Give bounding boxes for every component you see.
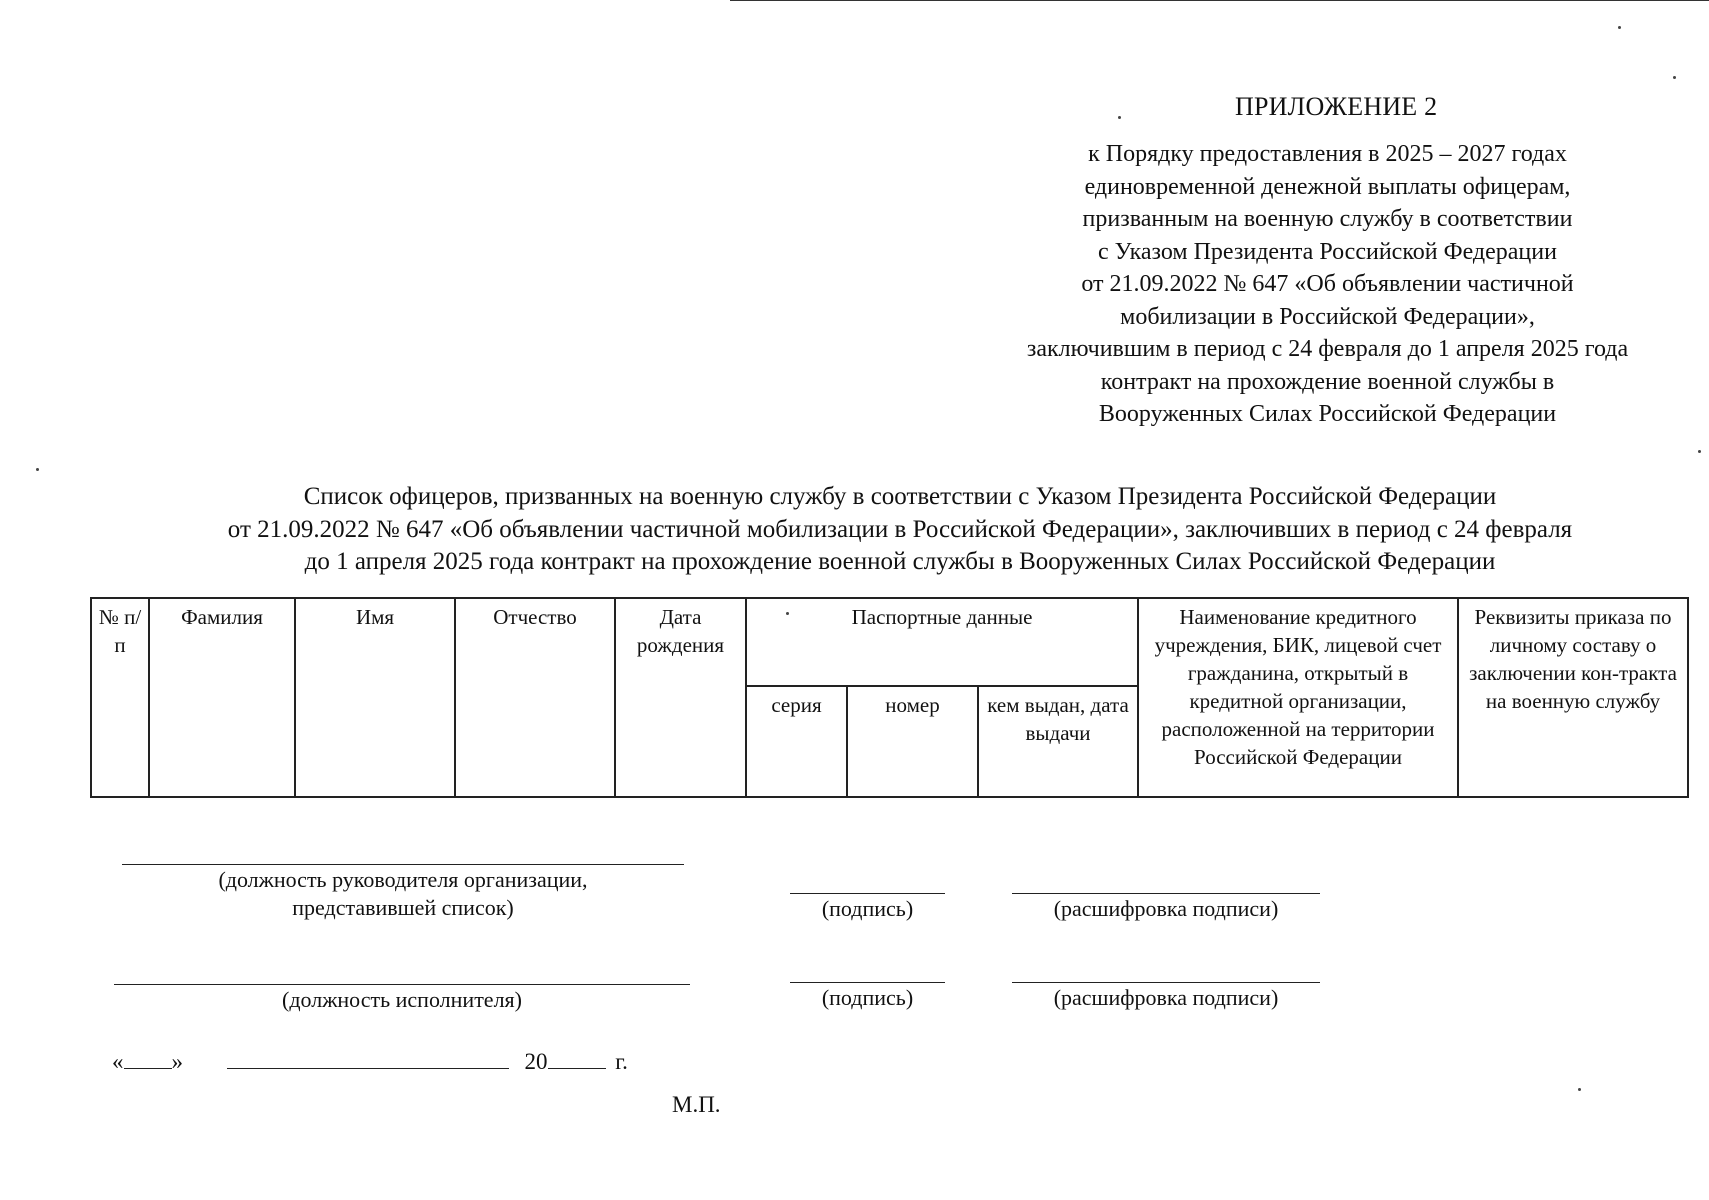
appendix-line: единовременной денежной выплаты офицерам,: [1084, 173, 1571, 200]
header-patronymic: Отчество: [455, 598, 615, 797]
header-name: Имя: [295, 598, 455, 797]
signature-caption-2: (подпись): [821, 985, 914, 1010]
header-surname: Фамилия: [149, 598, 295, 797]
caption-line: представившей список): [292, 895, 514, 920]
appendix-line: Вооруженных Силах Российской Федерации: [1098, 401, 1557, 427]
scan-speck: [1673, 76, 1676, 79]
header-passport: Паспортные данные: [746, 598, 1138, 686]
signature-line-2: [790, 982, 945, 983]
signature-caption: (подпись): [821, 896, 914, 921]
header-birthdate: Дата рождения: [615, 598, 746, 797]
officers-table: [90, 597, 1689, 798]
scan-speck: [1118, 116, 1121, 119]
appendix-line: к Порядку предоставления в 2025 – 2027 годах: [1088, 141, 1567, 167]
executor-position-line: [114, 984, 690, 985]
appendix-line: с Указом Президента Российской Федерации: [1098, 238, 1557, 265]
date-open-quote: «: [112, 1049, 124, 1074]
header-order: Реквизиты приказа по личному составу о заключении кон-тракта на военную службу: [1458, 598, 1688, 797]
transcript-caption-2: (расшифровка подписи): [1053, 985, 1279, 1010]
scan-speck: [1618, 26, 1621, 29]
year-prefix: 20: [524, 1049, 548, 1074]
top-rule: [730, 0, 1709, 1]
appendix-reference: [955, 138, 1700, 431]
executor-position-caption: (должность исполнителя): [282, 987, 522, 1012]
month-blank: [227, 1048, 509, 1069]
table-header-row: [91, 598, 1688, 686]
heading-line: Список офицеров, призванных на военную службу в соответствии с Указом Президента Российской Федерации: [303, 483, 1497, 510]
appendix-title: ПРИЛОЖЕНИЕ 2: [1235, 92, 1438, 121]
transcript-caption: (расшифровка подписи): [1053, 896, 1279, 921]
scan-speck: [1578, 1088, 1581, 1091]
signature-line: [790, 893, 945, 894]
scan-speck: [36, 468, 39, 471]
transcript-line: [1012, 893, 1320, 894]
heading-line: от 21.09.2022 № 647 «Об объявлении частичной мобилизации в Российской Федерации», заключивших в период с 24 февраля: [227, 515, 1573, 543]
transcript-line-2: [1012, 982, 1320, 983]
date-line: [112, 1048, 628, 1075]
year-blank: [548, 1048, 606, 1069]
stamp-place: М.П.: [672, 1092, 721, 1117]
head-position-line: [122, 864, 684, 865]
head-position-caption: [122, 866, 684, 922]
year-suffix: г.: [615, 1049, 628, 1074]
heading-line: до 1 апреля 2025 года контракт на прохождение военной службы в Вооруженных Силах Российской Федерации: [304, 548, 1496, 575]
scan-speck: [1698, 450, 1701, 453]
appendix-line: контракт на прохождение военной службы в: [1100, 368, 1555, 395]
header-passport-number: номер: [847, 686, 978, 797]
header-passport-issued: кем выдан, дата выдачи: [978, 686, 1138, 797]
appendix-line: призванным на военную службу в соответствии: [1082, 206, 1573, 232]
header-bank: Наименование кредитного учреждения, БИК, лицевой счет гражданина, открытый в кредитной организации, расположенной на территории Российской Федерации: [1138, 598, 1458, 797]
header-passport-series: серия: [746, 686, 847, 797]
date-close-quote: »: [171, 1049, 183, 1074]
day-blank: [124, 1048, 172, 1069]
document-heading: [90, 481, 1709, 579]
caption-line: (должность руководителя организации,: [218, 867, 588, 892]
header-number: № п/п: [91, 598, 149, 797]
appendix-line: мобилизации в Российской Федерации»,: [1120, 303, 1535, 330]
scan-speck: [786, 612, 789, 615]
appendix-line: заключившим в период с 24 февраля до 1 апреля 2025 года: [1026, 336, 1629, 362]
appendix-line: от 21.09.2022 № 647 «Об объявлении частичной: [1081, 271, 1574, 297]
